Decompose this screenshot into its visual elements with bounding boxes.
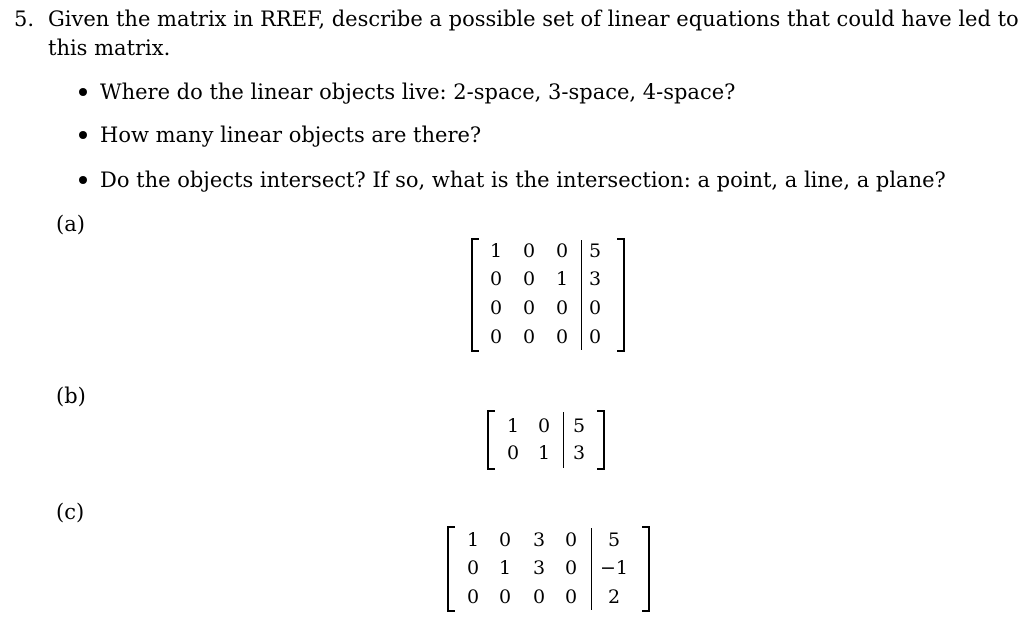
matrix-cell: 0 <box>522 240 536 262</box>
matrix-cell: 3 <box>532 529 546 551</box>
right-bracket <box>597 410 605 470</box>
matrix-cell: 3 <box>588 268 602 290</box>
matrix-cell: 0 <box>564 586 578 608</box>
augment-line <box>591 528 592 610</box>
matrix-cell: 0 <box>564 529 578 551</box>
left-bracket <box>447 526 455 612</box>
matrix-cell: 1 <box>537 442 551 464</box>
matrix-cell: −1 <box>599 557 628 579</box>
matrix-cell: 0 <box>555 326 569 348</box>
matrix-cell: 0 <box>532 586 546 608</box>
matrix-cell: 0 <box>522 297 536 319</box>
part-a-label: (a) <box>56 212 85 236</box>
part-b-label: (b) <box>56 384 86 408</box>
bullet-text: Do the objects intersect? If so, what is the intersection: a point, a line, a plane? <box>100 168 946 192</box>
problem-text-line-1: Given the matrix in RREF, describe a possible set of linear equations that could have led to <box>48 7 1019 31</box>
matrix-cell: 0 <box>498 586 512 608</box>
matrix-c <box>447 526 650 612</box>
matrix-cell: 0 <box>522 326 536 348</box>
matrix-cell: 0 <box>506 442 520 464</box>
bullet-text: How many linear objects are there? <box>100 123 482 147</box>
matrix-cell: 1 <box>489 240 503 262</box>
left-bracket <box>471 238 479 352</box>
matrix-cell: 0 <box>555 297 569 319</box>
matrix-cell: 0 <box>489 268 503 290</box>
matrix-cell: 1 <box>498 557 512 579</box>
matrix-cell: 0 <box>489 297 503 319</box>
augment-line <box>581 240 582 350</box>
problem-text-line-2: this matrix. <box>48 36 171 60</box>
matrix-cell: 0 <box>489 326 503 348</box>
matrix-cell: 5 <box>572 415 586 437</box>
matrix-cell: 1 <box>466 529 480 551</box>
bullet-dot-icon <box>79 131 87 139</box>
matrix-cell: 3 <box>532 557 546 579</box>
matrix-b <box>487 410 605 470</box>
right-bracket <box>617 238 625 352</box>
matrix-cell: 0 <box>466 586 480 608</box>
matrix-cell: 5 <box>588 240 602 262</box>
matrix-cell: 3 <box>572 442 586 464</box>
bullet-text: Where do the linear objects live: 2-space, 3-space, 4-space? <box>100 80 736 104</box>
left-bracket <box>487 410 495 470</box>
problem-number: 5. <box>14 7 35 31</box>
matrix-cell: 0 <box>466 557 480 579</box>
matrix-cell: 0 <box>588 326 602 348</box>
bullet-dot-icon <box>79 176 87 184</box>
augment-line <box>563 412 564 468</box>
matrix-a <box>471 238 625 352</box>
matrix-cell: 0 <box>522 268 536 290</box>
matrix-cell: 5 <box>607 529 621 551</box>
right-bracket <box>642 526 650 612</box>
matrix-cell: 0 <box>588 297 602 319</box>
matrix-cell: 0 <box>555 240 569 262</box>
matrix-cell: 0 <box>498 529 512 551</box>
matrix-cell: 1 <box>555 268 569 290</box>
matrix-cell: 0 <box>537 415 551 437</box>
part-c-label: (c) <box>56 500 85 524</box>
matrix-cell: 2 <box>607 586 621 608</box>
matrix-cell: 0 <box>564 557 578 579</box>
bullet-dot-icon <box>79 88 87 96</box>
matrix-cell: 1 <box>506 415 520 437</box>
